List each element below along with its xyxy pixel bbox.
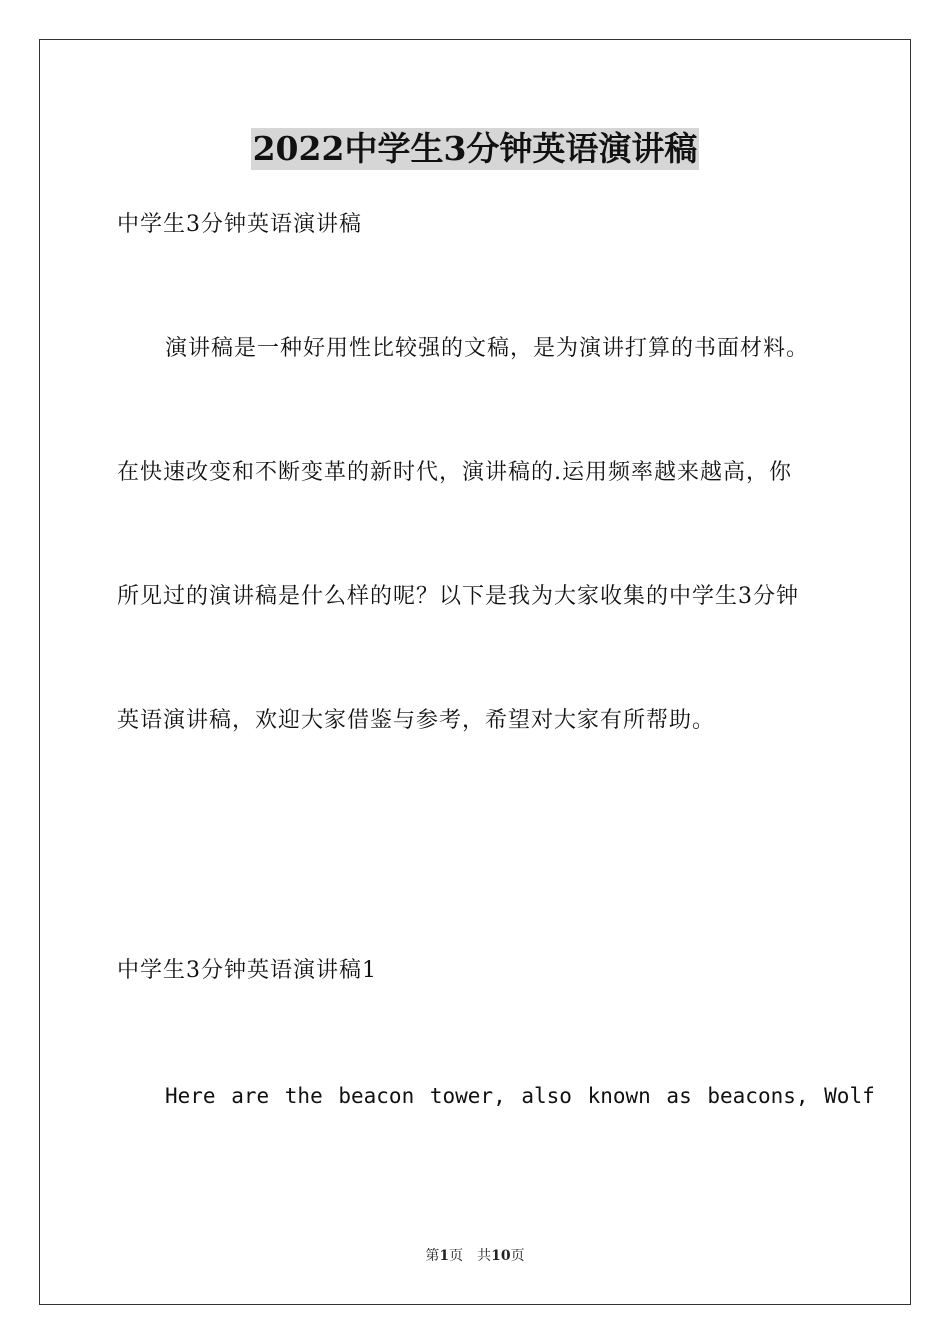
total-prefix: 共: [477, 1248, 492, 1264]
intro-line-2: 在快速改变和不断变革的新时代，演讲稿的.运用频率越来越高，你: [117, 460, 792, 485]
page-prefix: 第: [425, 1248, 440, 1264]
document-subtitle: 中学生3分钟英语演讲稿: [117, 212, 362, 237]
section-heading-1: 中学生3分钟英语演讲稿1: [117, 958, 377, 983]
intro-line-1: 演讲稿是一种好用性比较强的文稿，是为演讲打算的书面材料。: [165, 336, 810, 361]
document-title: 2022中学生3分钟英语演讲稿: [252, 129, 698, 168]
title-container: [0, 128, 950, 170]
page-total: 10: [491, 1248, 511, 1264]
section1-body-line-1: Here are the beacon tower, also known as beacons, Wolf: [165, 1084, 875, 1108]
page-footer: [0, 1246, 950, 1266]
intro-line-3: 所见过的演讲稿是什么样的呢？以下是我为大家收集的中学生3分钟: [117, 584, 799, 609]
intro-line-4: 英语演讲稿，欢迎大家借鉴与参考，希望对大家有所帮助。: [117, 708, 716, 733]
page-unit: 页: [449, 1248, 464, 1264]
page-current: 1: [439, 1248, 450, 1264]
total-unit: 页: [510, 1248, 525, 1264]
